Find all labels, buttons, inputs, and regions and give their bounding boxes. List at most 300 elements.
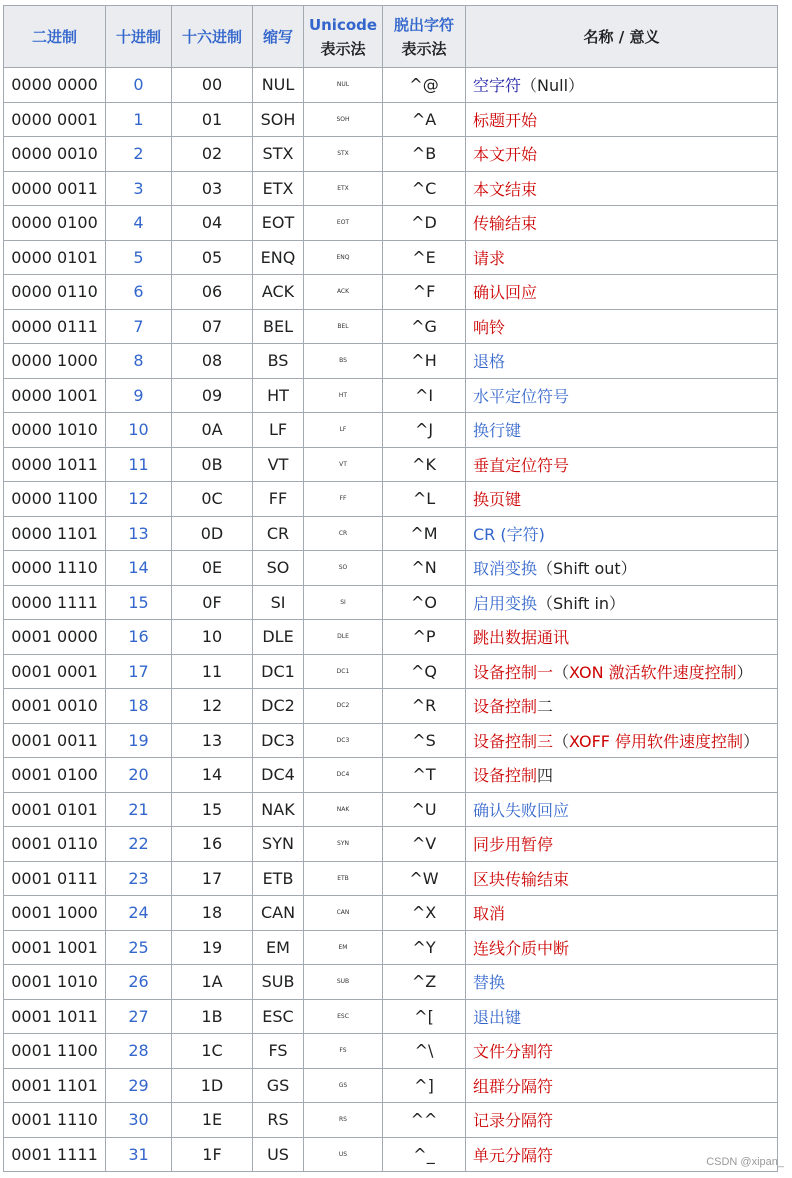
decimal-cell[interactable]: 25 <box>106 930 172 965</box>
table-row <box>4 585 778 620</box>
abbreviation-cell: SYN <box>253 827 304 862</box>
decimal-cell[interactable]: 7 <box>106 309 172 344</box>
name-text: （Shift out） <box>537 559 637 579</box>
unicode-symbol-cell: EM <box>304 930 383 965</box>
header-caret <box>383 6 466 68</box>
binary-cell: 0000 1100 <box>4 482 106 517</box>
unicode-symbol-cell: FF <box>304 482 383 517</box>
unicode-symbol-cell: DLE <box>304 620 383 655</box>
header-row <box>4 6 778 68</box>
binary-cell: 0001 1001 <box>4 930 106 965</box>
binary-cell: 0000 0110 <box>4 275 106 310</box>
name-link[interactable]: 设备控制 <box>473 766 538 786</box>
caret-notation-cell: ^I <box>383 378 466 413</box>
abbreviation-cell: ENQ <box>253 240 304 275</box>
decimal-cell[interactable]: 15 <box>106 585 172 620</box>
decimal-cell[interactable]: 3 <box>106 171 172 206</box>
unicode-symbol-cell: ENQ <box>304 240 383 275</box>
name-meaning-cell <box>466 723 778 758</box>
table-row <box>4 482 778 517</box>
binary-cell: 0001 1111 <box>4 1137 106 1172</box>
table-row <box>4 344 778 379</box>
abbreviation-cell: SO <box>253 551 304 586</box>
unicode-symbol-cell: ETB <box>304 861 383 896</box>
name-meaning-cell <box>466 378 778 413</box>
hex-cell: 1F <box>172 1137 253 1172</box>
hex-cell: 12 <box>172 689 253 724</box>
abbreviation-cell: DLE <box>253 620 304 655</box>
binary-cell: 0001 1011 <box>4 999 106 1034</box>
hex-cell: 1B <box>172 999 253 1034</box>
name-link[interactable]: 单元分隔符 <box>473 1145 554 1165</box>
abbreviation-cell: ETX <box>253 171 304 206</box>
caret-notation-cell: ^D <box>383 206 466 241</box>
binary-cell: 0001 0111 <box>4 861 106 896</box>
unicode-symbol-cell: ETX <box>304 171 383 206</box>
unicode-symbol-cell: HT <box>304 378 383 413</box>
name-meaning-cell <box>466 827 778 862</box>
name-meaning-cell <box>466 654 778 689</box>
caret-notation-cell: ^T <box>383 758 466 793</box>
caret-notation-cell: ^@ <box>383 68 466 103</box>
table-row <box>4 1137 778 1172</box>
binary-cell: 0001 0001 <box>4 654 106 689</box>
unicode-symbol-cell: EOT <box>304 206 383 241</box>
binary-cell: 0000 0000 <box>4 68 106 103</box>
table-row <box>4 413 778 448</box>
abbreviation-cell: VT <box>253 447 304 482</box>
caret-notation-cell: ^N <box>383 551 466 586</box>
name-link[interactable]: 设备控制一 <box>473 662 554 682</box>
abbreviation-cell: SUB <box>253 965 304 1000</box>
table-row <box>4 792 778 827</box>
name-link[interactable]: 记录分隔符 <box>473 1111 554 1131</box>
unicode-symbol-cell: RS <box>304 1103 383 1138</box>
binary-cell: 0001 0101 <box>4 792 106 827</box>
decimal-cell[interactable]: 20 <box>106 758 172 793</box>
unicode-symbol-cell: FS <box>304 1034 383 1069</box>
name-meaning-cell <box>466 240 778 275</box>
header-unicode-link[interactable]: Unicode <box>308 15 378 34</box>
name-meaning-cell <box>466 516 778 551</box>
name-link[interactable]: 区块传输结束 <box>473 869 570 889</box>
header-caret-link[interactable]: 脱出字符 <box>393 15 454 34</box>
unicode-symbol-cell: BS <box>304 344 383 379</box>
decimal-cell[interactable]: 21 <box>106 792 172 827</box>
hex-cell: 0F <box>172 585 253 620</box>
header-name: 名称 / 意义 <box>466 6 778 68</box>
decimal-cell[interactable]: 19 <box>106 723 172 758</box>
binary-cell: 0000 0011 <box>4 171 106 206</box>
table-row <box>4 171 778 206</box>
decimal-cell[interactable]: 0 <box>106 68 172 103</box>
name-link[interactable]: XON 激活软件速度控制 <box>569 662 737 682</box>
caret-notation-cell: ^B <box>383 137 466 172</box>
name-link[interactable]: 确认失败回应 <box>473 800 570 820</box>
decimal-cell[interactable]: 24 <box>106 896 172 931</box>
binary-cell: 0000 1111 <box>4 585 106 620</box>
hex-cell: 15 <box>172 792 253 827</box>
name-meaning-cell <box>466 102 778 137</box>
unicode-symbol-cell: SI <box>304 585 383 620</box>
abbreviation-cell: ACK <box>253 275 304 310</box>
caret-notation-cell: ^V <box>383 827 466 862</box>
name-link[interactable]: 退格 <box>473 352 506 372</box>
abbreviation-cell: NAK <box>253 792 304 827</box>
decimal-cell[interactable]: 28 <box>106 1034 172 1069</box>
decimal-cell[interactable]: 26 <box>106 965 172 1000</box>
abbreviation-cell: FF <box>253 482 304 517</box>
unicode-symbol-cell: SO <box>304 551 383 586</box>
abbreviation-cell: BEL <box>253 309 304 344</box>
name-meaning-cell <box>466 309 778 344</box>
table-row <box>4 137 778 172</box>
header-unicode-sub: 表示法 <box>320 39 366 58</box>
hex-cell: 04 <box>172 206 253 241</box>
name-meaning-cell <box>466 861 778 896</box>
binary-cell: 0000 0111 <box>4 309 106 344</box>
caret-notation-cell: ^_ <box>383 1137 466 1172</box>
unicode-symbol-cell: US <box>304 1137 383 1172</box>
header-decimal[interactable]: 十进制 <box>106 6 172 68</box>
unicode-symbol-cell: DC4 <box>304 758 383 793</box>
table-row <box>4 309 778 344</box>
table-row <box>4 102 778 137</box>
unicode-symbol-cell: ACK <box>304 275 383 310</box>
name-link[interactable]: 取消 <box>473 904 506 924</box>
caret-notation-cell: ^Q <box>383 654 466 689</box>
name-link[interactable]: 换行键 <box>473 421 522 441</box>
decimal-cell[interactable]: 1 <box>106 102 172 137</box>
binary-cell: 0001 0011 <box>4 723 106 758</box>
hex-cell: 06 <box>172 275 253 310</box>
table-row <box>4 68 778 103</box>
hex-cell: 13 <box>172 723 253 758</box>
abbreviation-cell: SOH <box>253 102 304 137</box>
unicode-symbol-cell: BEL <box>304 309 383 344</box>
binary-cell: 0001 0110 <box>4 827 106 862</box>
name-link[interactable]: 确认回应 <box>473 283 538 303</box>
header-abbreviation[interactable]: 缩写 <box>253 6 304 68</box>
unicode-symbol-cell: SOH <box>304 102 383 137</box>
unicode-symbol-cell: ESC <box>304 999 383 1034</box>
name-meaning-cell <box>466 1034 778 1069</box>
caret-notation-cell: ^A <box>383 102 466 137</box>
name-link[interactable]: 本文开始 <box>473 145 538 165</box>
caret-notation-cell: ^E <box>383 240 466 275</box>
caret-notation-cell: ^C <box>383 171 466 206</box>
caret-notation-cell: ^S <box>383 723 466 758</box>
decimal-cell[interactable]: 31 <box>106 1137 172 1172</box>
caret-notation-cell: ^P <box>383 620 466 655</box>
table-body <box>4 68 778 1172</box>
decimal-cell[interactable]: 17 <box>106 654 172 689</box>
name-text: ） <box>736 662 753 682</box>
decimal-cell[interactable]: 9 <box>106 378 172 413</box>
unicode-symbol-cell: NUL <box>304 68 383 103</box>
name-link[interactable]: 水平定位符号 <box>473 386 570 406</box>
name-text: （Null） <box>521 76 585 96</box>
binary-cell: 0000 1000 <box>4 344 106 379</box>
table-row <box>4 447 778 482</box>
abbreviation-cell: LF <box>253 413 304 448</box>
decimal-cell[interactable]: 27 <box>106 999 172 1034</box>
abbreviation-cell: FS <box>253 1034 304 1069</box>
table-row <box>4 206 778 241</box>
binary-cell: 0000 1011 <box>4 447 106 482</box>
name-link[interactable]: 响铃 <box>473 317 506 337</box>
hex-cell: 00 <box>172 68 253 103</box>
table-row <box>4 551 778 586</box>
table-row <box>4 516 778 551</box>
name-text: （Shift in） <box>537 593 626 613</box>
binary-cell: 0001 1000 <box>4 896 106 931</box>
name-link[interactable]: 取消变换 <box>473 559 538 579</box>
name-meaning-cell <box>466 965 778 1000</box>
hex-cell: 0C <box>172 482 253 517</box>
table-row <box>4 930 778 965</box>
name-meaning-cell <box>466 68 778 103</box>
binary-cell: 0001 1110 <box>4 1103 106 1138</box>
decimal-cell[interactable]: 12 <box>106 482 172 517</box>
name-link[interactable]: 标题开始 <box>473 110 538 130</box>
name-text: （ <box>553 731 570 751</box>
caret-notation-cell: ^O <box>383 585 466 620</box>
unicode-symbol-cell: DC2 <box>304 689 383 724</box>
caret-notation-cell: ^Y <box>383 930 466 965</box>
caret-notation-cell: ^[ <box>383 999 466 1034</box>
name-meaning-cell <box>466 930 778 965</box>
abbreviation-cell: STX <box>253 137 304 172</box>
header-unicode <box>304 6 383 68</box>
name-text: 四 <box>537 766 554 786</box>
unicode-symbol-cell: DC3 <box>304 723 383 758</box>
watermark: CSDN @xipan_ <box>706 1156 784 1168</box>
unicode-symbol-cell: LF <box>304 413 383 448</box>
hex-cell: 03 <box>172 171 253 206</box>
decimal-cell[interactable]: 6 <box>106 275 172 310</box>
binary-cell: 0000 1001 <box>4 378 106 413</box>
caret-notation-cell: ^K <box>383 447 466 482</box>
hex-cell: 1E <box>172 1103 253 1138</box>
decimal-cell[interactable]: 4 <box>106 206 172 241</box>
name-meaning-cell <box>466 344 778 379</box>
name-meaning-cell <box>466 413 778 448</box>
binary-cell: 0001 0000 <box>4 620 106 655</box>
name-link[interactable]: 启用变换 <box>473 593 538 613</box>
abbreviation-cell: ESC <box>253 999 304 1034</box>
binary-cell: 0000 1010 <box>4 413 106 448</box>
name-link[interactable]: 连线介质中断 <box>473 938 570 958</box>
binary-cell: 0001 0100 <box>4 758 106 793</box>
hex-cell: 17 <box>172 861 253 896</box>
name-meaning-cell <box>466 896 778 931</box>
name-meaning-cell <box>466 206 778 241</box>
hex-cell: 1D <box>172 1068 253 1103</box>
name-link[interactable]: 换页键 <box>473 490 522 510</box>
abbreviation-cell: RS <box>253 1103 304 1138</box>
decimal-cell[interactable]: 30 <box>106 1103 172 1138</box>
name-meaning-cell <box>466 689 778 724</box>
binary-cell: 0001 1010 <box>4 965 106 1000</box>
name-meaning-cell <box>466 447 778 482</box>
caret-notation-cell: ^R <box>383 689 466 724</box>
table-row <box>4 654 778 689</box>
caret-notation-cell: ^G <box>383 309 466 344</box>
unicode-symbol-cell: VT <box>304 447 383 482</box>
decimal-cell[interactable]: 5 <box>106 240 172 275</box>
decimal-cell[interactable]: 10 <box>106 413 172 448</box>
table-row <box>4 378 778 413</box>
abbreviation-cell: NUL <box>253 68 304 103</box>
name-link[interactable]: 跳出数据通讯 <box>473 628 570 648</box>
decimal-cell[interactable]: 23 <box>106 861 172 896</box>
name-link[interactable]: CR (字符) <box>473 524 545 544</box>
abbreviation-cell: CR <box>253 516 304 551</box>
table-row <box>4 1068 778 1103</box>
name-link[interactable]: 替换 <box>473 973 506 993</box>
unicode-symbol-cell: SYN <box>304 827 383 862</box>
caret-notation-cell: ^W <box>383 861 466 896</box>
name-meaning-cell <box>466 585 778 620</box>
header-binary[interactable]: 二进制 <box>4 6 106 68</box>
binary-cell: 0000 0101 <box>4 240 106 275</box>
name-link[interactable]: 退出键 <box>473 1007 522 1027</box>
name-link[interactable]: XOFF 停用软件速度控制 <box>569 731 744 751</box>
abbreviation-cell: GS <box>253 1068 304 1103</box>
name-link[interactable]: 本文结束 <box>473 179 538 199</box>
binary-cell: 0001 1101 <box>4 1068 106 1103</box>
table-row <box>4 965 778 1000</box>
hex-cell: 14 <box>172 758 253 793</box>
hex-cell: 02 <box>172 137 253 172</box>
name-meaning-cell <box>466 482 778 517</box>
ascii-control-table <box>3 5 778 1172</box>
name-link[interactable]: 请求 <box>473 248 506 268</box>
decimal-cell[interactable]: 16 <box>106 620 172 655</box>
caret-notation-cell: ^\ <box>383 1034 466 1069</box>
abbreviation-cell: DC2 <box>253 689 304 724</box>
abbreviation-cell: SI <box>253 585 304 620</box>
name-link[interactable]: 设备控制 <box>473 697 538 717</box>
hex-cell: 16 <box>172 827 253 862</box>
name-meaning-cell <box>466 758 778 793</box>
name-meaning-cell <box>466 551 778 586</box>
name-text: （ <box>553 662 570 682</box>
hex-cell: 05 <box>172 240 253 275</box>
binary-cell: 0000 0010 <box>4 137 106 172</box>
name-link[interactable]: 垂直定位符号 <box>473 455 570 475</box>
hex-cell: 09 <box>172 378 253 413</box>
unicode-symbol-cell: SUB <box>304 965 383 1000</box>
hex-cell: 0D <box>172 516 253 551</box>
name-link[interactable]: 同步用暂停 <box>473 835 554 855</box>
unicode-symbol-cell: CR <box>304 516 383 551</box>
name-text: 二 <box>537 697 554 717</box>
decimal-cell[interactable]: 14 <box>106 551 172 586</box>
hex-cell: 1A <box>172 965 253 1000</box>
unicode-symbol-cell: DC1 <box>304 654 383 689</box>
binary-cell: 0000 1110 <box>4 551 106 586</box>
abbreviation-cell: DC1 <box>253 654 304 689</box>
abbreviation-cell: BS <box>253 344 304 379</box>
unicode-symbol-cell: NAK <box>304 792 383 827</box>
hex-cell: 0E <box>172 551 253 586</box>
abbreviation-cell: US <box>253 1137 304 1172</box>
abbreviation-cell: CAN <box>253 896 304 931</box>
name-meaning-cell <box>466 999 778 1034</box>
name-meaning-cell <box>466 792 778 827</box>
decimal-cell[interactable]: 2 <box>106 137 172 172</box>
decimal-cell[interactable]: 18 <box>106 689 172 724</box>
name-meaning-cell <box>466 1103 778 1138</box>
hex-cell: 07 <box>172 309 253 344</box>
abbreviation-cell: DC3 <box>253 723 304 758</box>
caret-notation-cell: ^M <box>383 516 466 551</box>
caret-notation-cell: ^X <box>383 896 466 931</box>
caret-notation-cell: ^U <box>383 792 466 827</box>
hex-cell: 10 <box>172 620 253 655</box>
hex-cell: 1C <box>172 1034 253 1069</box>
name-link[interactable]: 组群分隔符 <box>473 1076 554 1096</box>
unicode-symbol-cell: GS <box>304 1068 383 1103</box>
caret-notation-cell: ^F <box>383 275 466 310</box>
name-link[interactable]: 空字符 <box>473 76 522 96</box>
binary-cell: 0000 0001 <box>4 102 106 137</box>
hex-cell: 01 <box>172 102 253 137</box>
binary-cell: 0000 1101 <box>4 516 106 551</box>
header-caret-sub: 表示法 <box>401 39 447 58</box>
name-link[interactable]: 传输结束 <box>473 214 538 234</box>
table-row <box>4 689 778 724</box>
hex-cell: 18 <box>172 896 253 931</box>
table-row <box>4 723 778 758</box>
caret-notation-cell: ^Z <box>383 965 466 1000</box>
table-row <box>4 275 778 310</box>
hex-cell: 0B <box>172 447 253 482</box>
hex-cell: 08 <box>172 344 253 379</box>
binary-cell: 0001 0010 <box>4 689 106 724</box>
name-meaning-cell <box>466 137 778 172</box>
decimal-cell[interactable]: 29 <box>106 1068 172 1103</box>
table-row <box>4 758 778 793</box>
hex-cell: 19 <box>172 930 253 965</box>
header-hex[interactable]: 十六进制 <box>172 6 253 68</box>
name-link[interactable]: 设备控制三 <box>473 731 554 751</box>
table-row <box>4 1103 778 1138</box>
name-meaning-cell <box>466 171 778 206</box>
decimal-cell[interactable]: 22 <box>106 827 172 862</box>
decimal-cell[interactable]: 11 <box>106 447 172 482</box>
caret-notation-cell: ^L <box>383 482 466 517</box>
table-row <box>4 620 778 655</box>
abbreviation-cell: EOT <box>253 206 304 241</box>
hex-cell: 11 <box>172 654 253 689</box>
table-row <box>4 240 778 275</box>
decimal-cell[interactable]: 8 <box>106 344 172 379</box>
decimal-cell[interactable]: 13 <box>106 516 172 551</box>
name-meaning-cell <box>466 275 778 310</box>
abbreviation-cell: HT <box>253 378 304 413</box>
name-link[interactable]: 文件分割符 <box>473 1042 554 1062</box>
abbreviation-cell: ETB <box>253 861 304 896</box>
caret-notation-cell: ^] <box>383 1068 466 1103</box>
table-row <box>4 896 778 931</box>
hex-cell: 0A <box>172 413 253 448</box>
caret-notation-cell: ^H <box>383 344 466 379</box>
caret-notation-cell: ^J <box>383 413 466 448</box>
table-row <box>4 999 778 1034</box>
